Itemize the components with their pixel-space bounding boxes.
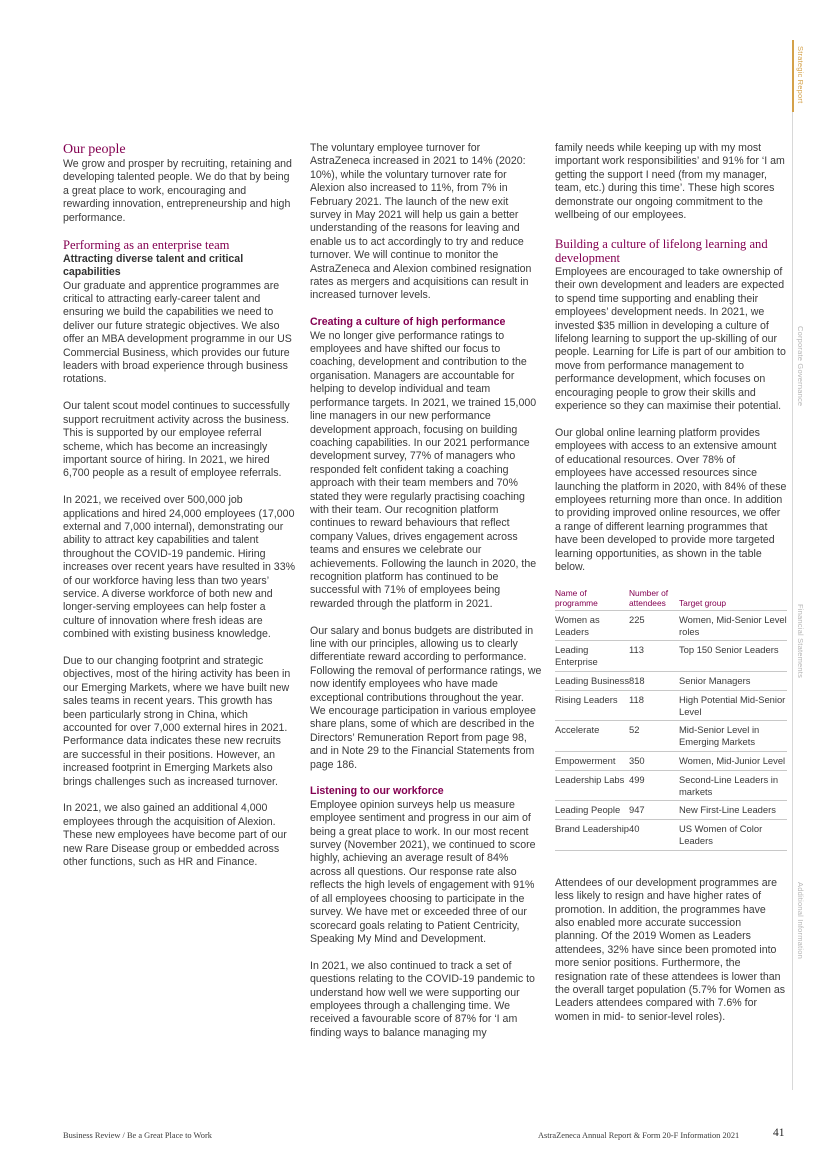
table-cell: Women, Mid-Junior Level [679, 751, 787, 770]
table-cell: Second-Line Leaders in markets [679, 770, 787, 801]
table-cell: Top 150 Senior Leaders [679, 641, 787, 672]
footer-breadcrumb: Business Review / Be a Great Place to Work [63, 1131, 212, 1140]
paragraph: The voluntary employee turnover for AstraZeneca increased in 2021 to 14% (2020: 10%), while the voluntary turnover rate for Alexion also increased to 11%, from 7% in February 2021. The launch of the new exit survey in May 2021 will help us gain a better understanding of the reasons for leaving and enable us to act accordingly to try and reduce turnover. We will continue to monitor the AstraZeneca and Alexion combined resignation rates as mergers and acquisitions can result in increased turnover levels. [310, 142, 532, 302]
table-cell: High Potential Mid-Senior Level [679, 690, 787, 721]
heading-culture-high-performance: Creating a culture of high performance [310, 316, 506, 329]
side-tab-additional-information[interactable]: Additional Information [796, 882, 805, 959]
paragraph: In 2021, we also continued to track a set of questions relating to the COVID-19 pandemic to understand how well we were supporting our employees through a challenging time. We received a favourable score of 87% for ‘I am finding ways to balance managing my [310, 959, 535, 1039]
table-header-row [555, 588, 787, 611]
table-cell: 225 [629, 610, 679, 641]
table-row [555, 641, 787, 672]
footer-report-title: AstraZeneca Annual Report & Form 20-F Information 2021 [538, 1131, 740, 1140]
table-cell: Mid-Senior Level in Emerging Markets [679, 721, 787, 752]
table-header-attendees: Number of attendees [629, 588, 679, 611]
paragraph: Attendees of our development programmes are less likely to resign and have higher rates of promotion. In addition, the programmes have also enabled more accurate succession planning. Of the 2019 Women as Leaders attendees, 32% have since been promoted into more senior positions. Furthermore, the resignation rate of these attendees is lower than the overall target population (5.7% for Women as Leaders attendees compared with 7.6% for women in mid- to senior-level roles). [555, 876, 786, 1023]
table-row [555, 751, 787, 770]
table-cell: 113 [629, 641, 679, 672]
table-header-target-group: Target group [679, 588, 787, 611]
programmes-table [555, 588, 787, 851]
section-title-our-people: Our people [63, 142, 126, 157]
column-3 [555, 142, 787, 1038]
table-row [555, 721, 787, 752]
table-header-programme: Name of programme [555, 588, 629, 611]
heading-listening: Listening to our workforce [310, 785, 444, 798]
table-cell: Women as Leaders [555, 610, 629, 641]
page-number: 41 [773, 1127, 785, 1139]
side-tab-strategic-report[interactable]: Strategic Report [796, 46, 805, 104]
heading-performing: Performing as an enterprise team [63, 238, 230, 253]
paragraph: We no longer give performance ratings to employees and have shifted our focus to coaching, development and contribution to the organisation. Managers are accountable for helping to develop individual and team performance targets. In 2021, we trained 15,000 line managers in our new performance development approach, focusing on building coaching capabilities. In our 2021 performance development survey, 77% of managers who responded felt confident taking a coaching approach with their team members and 70% stated they were regularly practising coaching with their team. Our recognition platform continues to reward behaviours that reflect company Values, drives engagement across teams and ensures we celebrate our achievements. Following the launch in 2020, the recognition platform has continued to be successful with 71% of employees being rewarded through the platform in 2021. [310, 329, 537, 610]
column-2 [310, 142, 542, 1054]
table-cell: 40 [629, 820, 679, 851]
table-cell: US Women of Color Leaders [679, 820, 787, 851]
paragraph: Our global online learning platform provides employees with access to an extensive amount of educational resources. Over 78% of employees have accessed resources since launching the platform in 2020, with 84% of these employees returning more than once. In addition to providing improved online resources, we offer a range of different learning programmes that have been developed to provide more targeted learning opportunities, as shown in the table below. [555, 426, 787, 573]
column-1 [63, 142, 295, 883]
paragraph: Due to our changing footprint and strategic objectives, most of the hiring activity has been in our Emerging Markets, where we have built new sales teams in recent years. This growth has been particularly strong in China, which accounted for over 7,000 external hires in 2021. Performance data indicates these new recruits are successful in their positions. However, an increased footprint in Emerging Markets also brings challenges such as increased turnover. [63, 654, 291, 788]
paragraph: In 2021, we received over 500,000 job applications and hired 24,000 employees (17,000 external and 7,000 internal), demonstrating our ability to attract key capabilities and talent throughout the COVID-19 pandemic. Hiring increases over recent years have resulted in 33% of our workforce having less than two years’ service. A diverse workforce of both new and longer-serving employees can help foster a culture of innovation where fresh ideas are combined with existing business knowledge. [63, 494, 296, 641]
side-tab-financial-statements[interactable]: Financial Statements [796, 604, 805, 679]
heading-attracting: Attracting diverse talent and critical capabilities [63, 252, 244, 279]
table-cell: 818 [629, 671, 679, 690]
paragraph: Employee opinion surveys help us measure employee sentiment and progress in our aim of being a great place to work. In our most recent survey (November 2021), we continued to score highly, achieving an average result of 84% across all questions. Our response rate also reflects the high levels of engagement with 91% of all employees choosing to participate in the survey. We have met or exceeded three of our scorecard goals relating to Patient Centricity, Speaking My Mind and Development. [310, 798, 536, 945]
table-cell: Leading Enterprise [555, 641, 629, 672]
table-cell: Senior Managers [679, 671, 787, 690]
table-cell: 499 [629, 770, 679, 801]
table-cell: 118 [629, 690, 679, 721]
table-cell: 947 [629, 801, 679, 820]
table-cell: New First-Line Leaders [679, 801, 787, 820]
sidebar-divider [792, 40, 793, 1090]
paragraph: family needs while keeping up with my most important work responsibilities’ and 91% for ‘I am getting the support I need (from my manager, team, etc.) during this time’. These high scores demonstrate our ongoing commitment to the wellbeing of our employees. [555, 142, 785, 222]
paragraph: Our talent scout model continues to successfully support recruitment activity across the business. This is supported by our employee referral scheme, which has become an increasingly important source of hiring. In 2021, we hired 6,700 people as a result of employee referrals. [63, 400, 290, 480]
paragraph: Employees are encouraged to take ownership of their own development and leaders are expected to spend time supporting and enabling their employees’ development needs. In 2021, we invested $35 million in developing a culture of lifelong learning to support the up-skilling of our people. Learning for Life is part of our ambition to move from performance management to performance development, which focuses on encouraging people to grow their skills and experience so they can maximise their potential. [555, 266, 786, 413]
paragraph: In 2021, we also gained an additional 4,000 employees through the acquisition of Alexion. These new employees have become part of our new Rare Disease group or embedded across other functions, such as HR and Finance. [63, 802, 287, 869]
table-cell: Leading Business [555, 671, 629, 690]
table-row [555, 610, 787, 641]
heading-lifelong-learning: Building a culture of lifelong learning and development [555, 237, 768, 266]
paragraph: Our graduate and apprentice programmes are critical to attracting early-career talent and ensuring we build the capabilities we need to deliver our future strategic objectives. We also offer an MBA development programme in our US Commercial Business, which provides our future leaders with broad experience through business rotations. [63, 279, 292, 386]
table-row [555, 801, 787, 820]
table-cell: Women, Mid-Senior Level roles [679, 610, 787, 641]
sidebar-active-marker [792, 40, 794, 112]
table-cell: Leading People [555, 801, 629, 820]
side-tab-corporate-governance[interactable]: Corporate Governance [796, 326, 805, 407]
table-row [555, 690, 787, 721]
paragraph-intro: We grow and prosper by recruiting, retaining and developing talented people. We do that by being a great place to work, encouraging and rewarding innovation, entrepreneurship and high performance. [63, 158, 292, 224]
table-row [555, 770, 787, 801]
paragraph: Our salary and bonus budgets are distributed in line with our principles, allowing us to clearly differentiate reward according to performance. Following the removal of performance ratings, we now identify employees who have made exceptional contributions throughout the year. We encourage participation in various employee share plans, some of which are described in the Directors’ Remuneration Report from page 98, and in Note 29 to the Financial Statements from page 186. [310, 624, 542, 771]
table-cell: 52 [629, 721, 679, 752]
table-row [555, 820, 787, 851]
table-cell: Leadership Labs [555, 770, 629, 801]
table-cell: 350 [629, 751, 679, 770]
table-cell: Empowerment [555, 751, 629, 770]
table-cell: Brand Leadership [555, 820, 629, 851]
table-cell: Accelerate [555, 721, 629, 752]
table-cell: Rising Leaders [555, 690, 629, 721]
table-row [555, 671, 787, 690]
